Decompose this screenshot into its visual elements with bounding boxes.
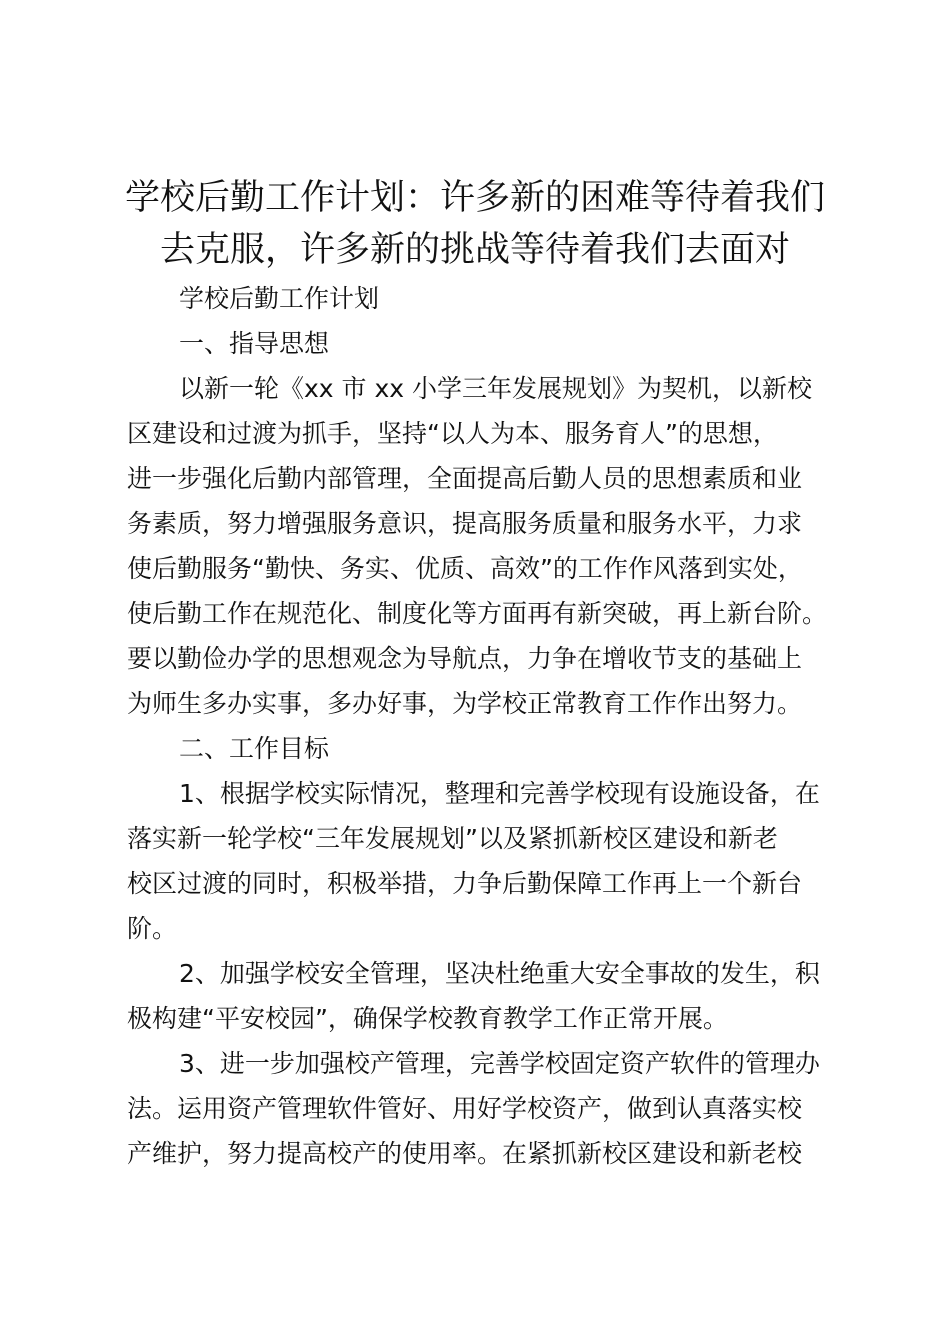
- paragraph-line: 以新一轮《xx 市 xx 小学三年发展规划》为契机，以新校: [179, 374, 813, 403]
- paragraph-line: 为师生多办实事，多办好事，为学校正常教育工作作出努力。: [127, 689, 803, 718]
- paragraph-goal-1: [127, 771, 867, 951]
- paragraph-goal-2: [127, 951, 867, 1041]
- paragraph-line: 2、加强学校安全管理，坚决杜绝重大安全事故的发生，积: [179, 959, 820, 988]
- paragraph-line: 务素质，努力增强服务意识，提高服务质量和服务水平，力求: [127, 509, 803, 538]
- paragraph-line: 落实新一轮学校“三年发展规划”以及紧抓新校区建设和新老: [127, 824, 778, 853]
- paragraph-line: 区建设和过渡为抓手，坚持“以人为本、服务育人”的思想，: [127, 419, 778, 448]
- title-line-1: 学校后勤工作计划：许多新的困难等待着我们: [124, 178, 825, 218]
- subtitle: 学校后勤工作计划: [179, 284, 380, 313]
- document-body: [127, 276, 867, 1176]
- document-title: [100, 172, 850, 276]
- paragraph-line: 极构建“平安校园”，确保学校教育教学工作正常开展。: [127, 1004, 728, 1033]
- section-heading-guiding-ideology: 一、指导思想: [179, 329, 330, 358]
- paragraph-line: 产维护，努力提高校产的使用率。在紧抓新校区建设和新老校: [127, 1139, 803, 1168]
- paragraph-line: 校区过渡的同时，积极举措，力争后勤保障工作再上一个新台: [127, 869, 803, 898]
- paragraph-line: 要以勤俭办学的思想观念为导航点，力争在增收节支的基础上: [127, 644, 803, 673]
- paragraph-goal-3: [127, 1041, 867, 1176]
- paragraph-line: 3、进一步加强校产管理，完善学校固定资产软件的管理办: [179, 1049, 820, 1078]
- paragraph-line: 进一步强化后勤内部管理，全面提高后勤人员的思想素质和业: [127, 464, 803, 493]
- section-heading-work-goals: 二、工作目标: [179, 734, 330, 763]
- paragraph-line: 1、根据学校实际情况，整理和完善学校现有设施设备，在: [179, 779, 820, 808]
- paragraph-line: 法。运用资产管理软件管好、用好学校资产，做到认真落实校: [127, 1094, 803, 1123]
- title-line-2: 去克服，许多新的挑战等待着我们去面对: [159, 230, 790, 270]
- paragraph-guiding-ideology: [127, 366, 867, 726]
- paragraph-line: 使后勤服务“勤快、务实、优质、高效”的工作作风落到实处，: [127, 554, 803, 583]
- paragraph-line: 阶。: [127, 914, 178, 943]
- paragraph-line: 使后勤工作在规范化、制度化等方面再有新突破，再上新台阶。: [127, 599, 828, 628]
